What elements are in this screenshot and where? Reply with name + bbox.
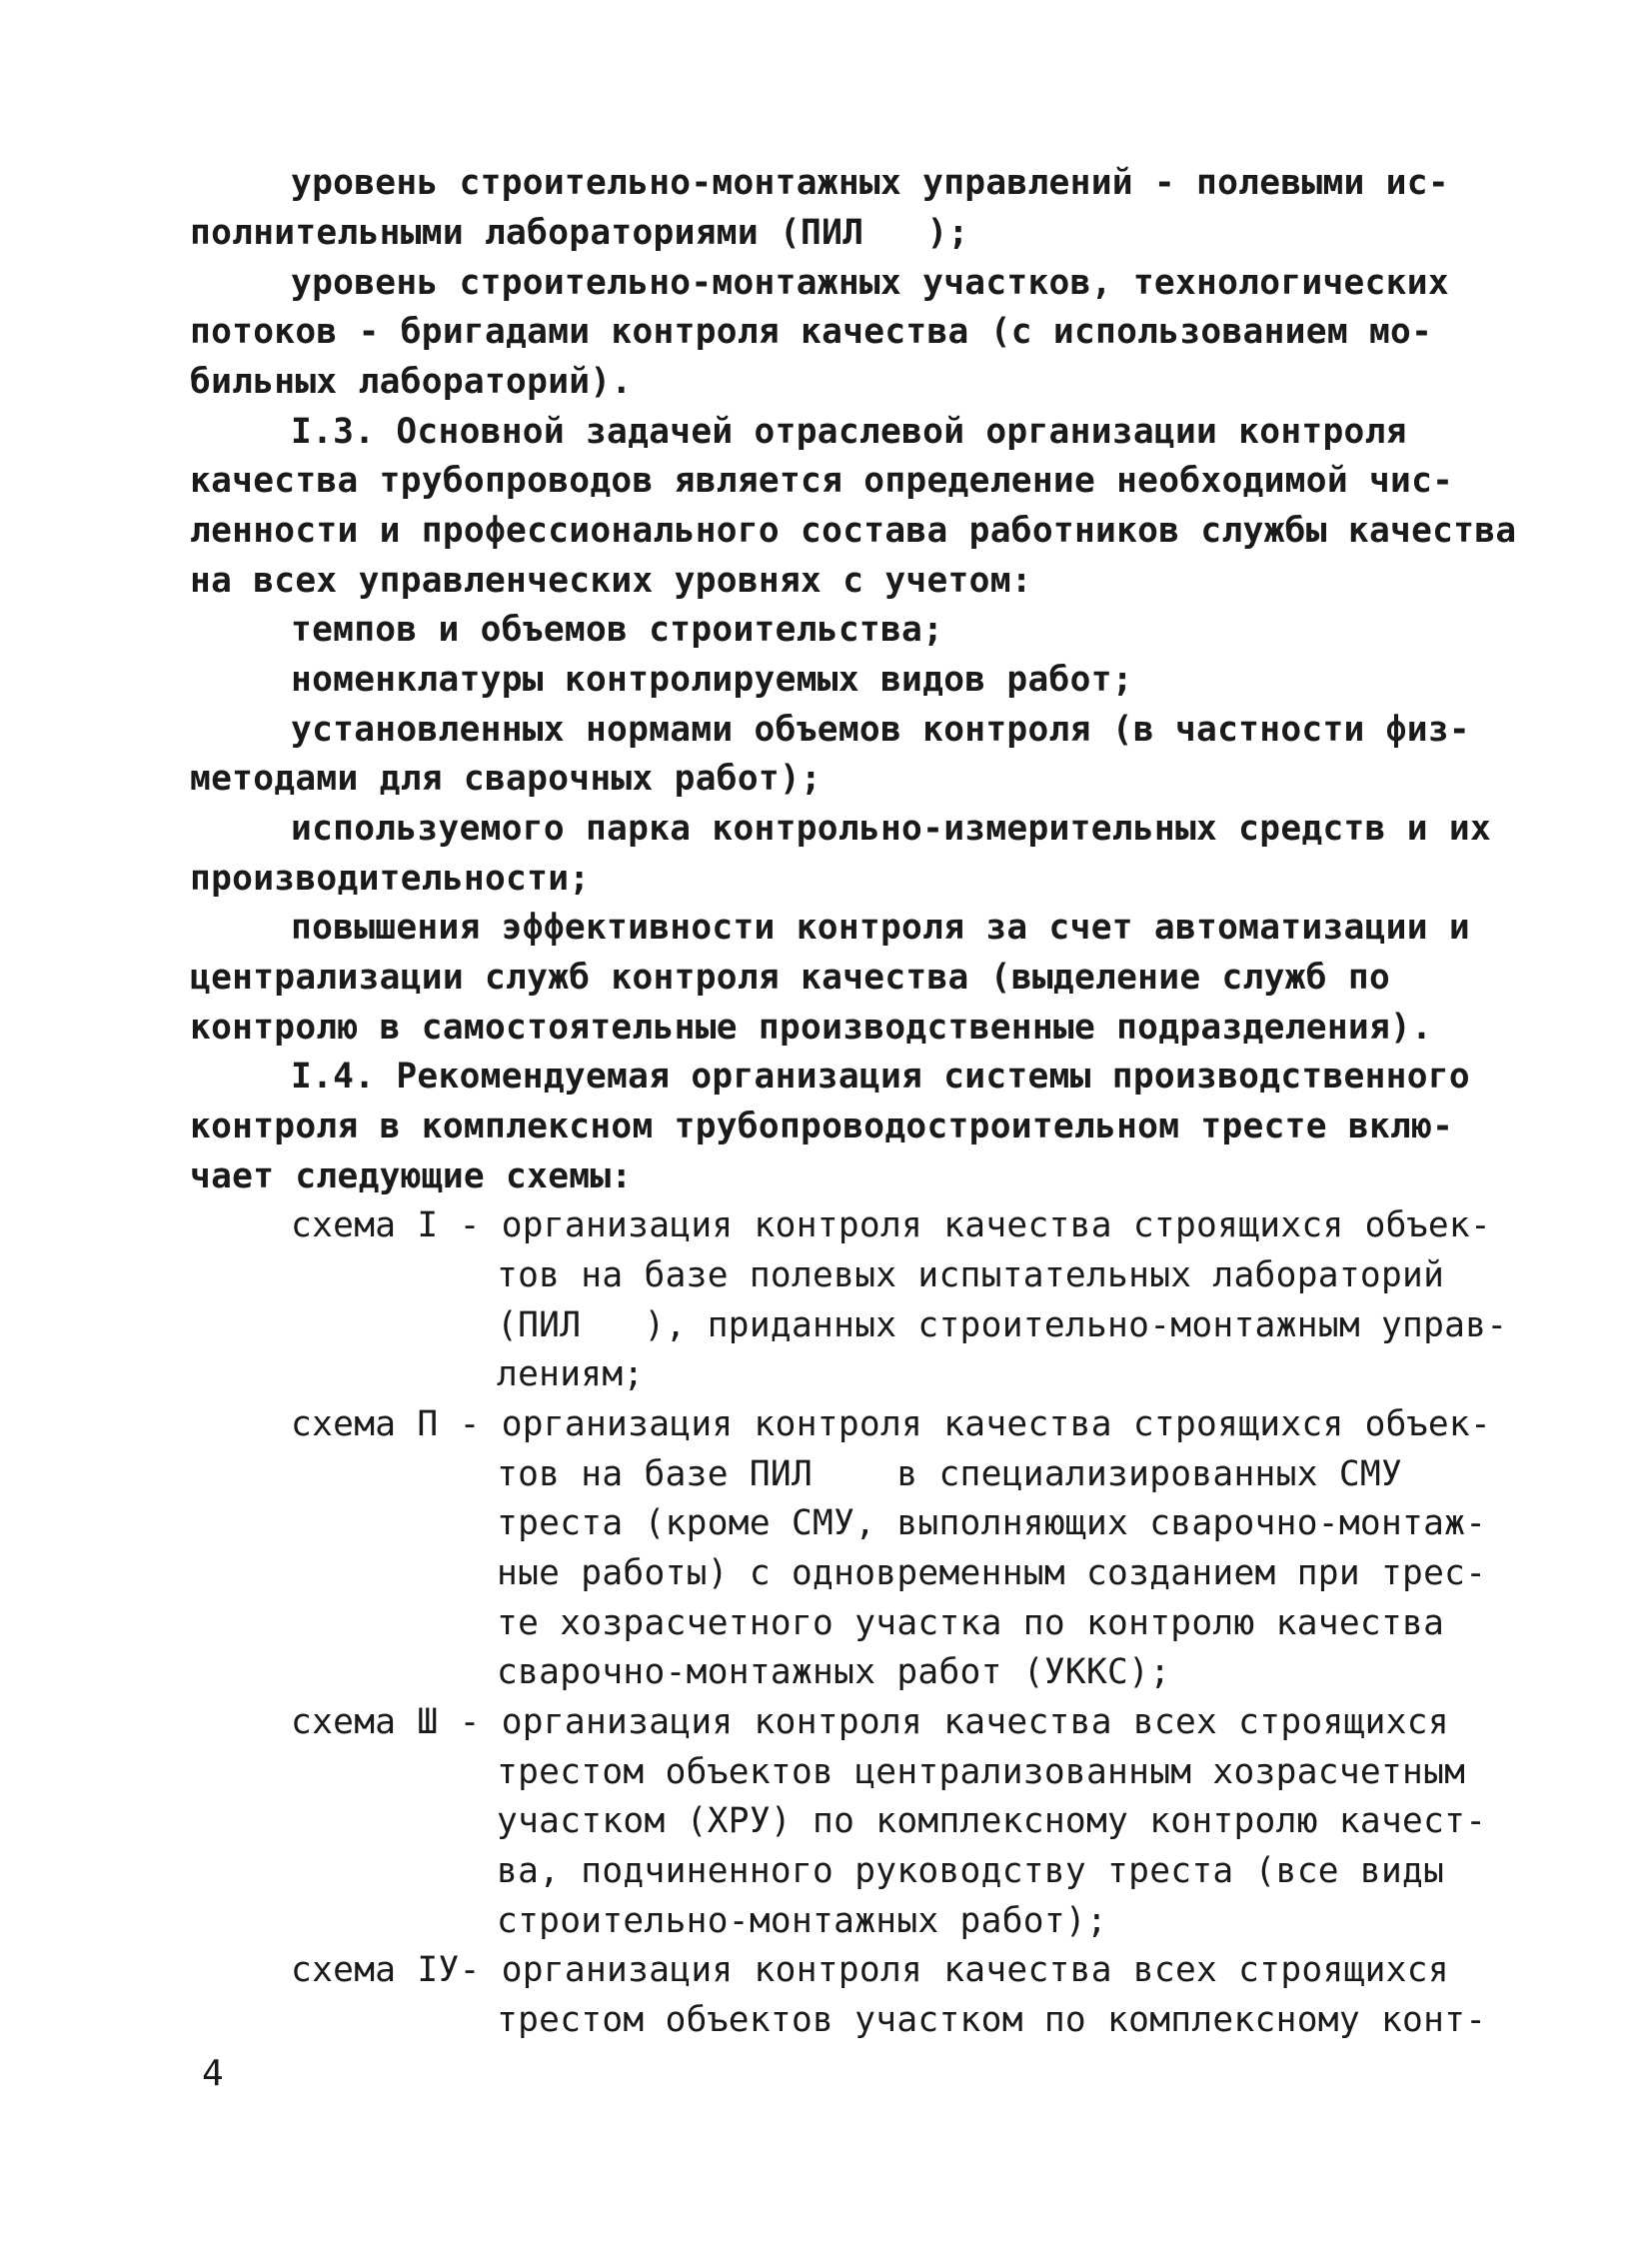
scheme-4-line: схема IУ- организация контроля качества всех строящихся <box>291 1950 1449 1990</box>
text-line: централизации служб контроля качества (выделение служб по <box>190 958 1391 998</box>
text-line: бильных лабораторий). <box>190 362 633 402</box>
text-line: контролю в самостоятельные производственные подразделения). <box>190 1008 1433 1048</box>
text-line: полнительными лабораториями (ПИЛ ); <box>190 213 969 253</box>
scheme-3-line: участком (ХРУ) по комплексному контролю качест- <box>497 1801 1487 1841</box>
text-line: на всех управленческих уровнях с учетом: <box>190 561 1032 601</box>
scheme-2-line: сварочно-монтажных работ (УККС); <box>497 1652 1171 1692</box>
text-line: повышения эффективности контроля за счет автоматизации и <box>291 908 1470 948</box>
text-line: используемого парка контрольно-измерительных средств и их <box>291 809 1492 849</box>
text-line: ленности и профессионального состава работников службы качества <box>190 511 1517 551</box>
text-line: темпов и объемов строительства; <box>291 610 944 650</box>
scheme-3-line: ва, подчиненного руководству треста (все виды <box>497 1851 1445 1891</box>
section-1-4-heading-line: I.4. Рекомендуемая организация системы производственного <box>291 1057 1470 1097</box>
section-1-3-heading-line: I.3. Основной задачей отраслевой организации контроля <box>291 412 1407 452</box>
scheme-1-line: (ПИЛ ), приданных строительно-монтажным управ- <box>497 1305 1508 1345</box>
text-line: потоков - бригадами контроля качества (с использованием мо- <box>190 312 1433 352</box>
scheme-2-line: те хозрасчетного участка по контролю качества <box>497 1603 1445 1643</box>
text-line: уровень строительно-монтажных участков, технологических <box>291 263 1449 303</box>
text-line: производительности; <box>190 859 591 899</box>
scheme-2-line: треста (кроме СМУ, выполняющих сварочно-монтаж- <box>497 1503 1487 1543</box>
scheme-3-line: строительно-монтажных работ); <box>497 1901 1108 1941</box>
text-line: контроля в комплексном трубопроводостроительном тресте вклю- <box>190 1107 1454 1146</box>
page-number: 4 <box>202 2053 224 2094</box>
scheme-2-line: схема П - организация контроля качества строящихся объек- <box>291 1404 1492 1444</box>
scheme-1-line: схема I - организация контроля качества строящихся объек- <box>291 1205 1492 1245</box>
scheme-2-line: тов на базе ПИЛ в специализированных СМУ <box>497 1454 1403 1494</box>
scheme-3-line: схема Ш - организация контроля качества всех строящихся <box>291 1702 1449 1742</box>
scheme-4-line: трестом объектов участком по комплексному конт- <box>497 2000 1487 2040</box>
scheme-3-line: трестом объектов централизованным хозрасчетным <box>497 1752 1466 1792</box>
scheme-2-line: ные работы) с одновременным созданием при трес- <box>497 1553 1487 1593</box>
scheme-1-line: тов на базе полевых испытательных лабораторий <box>497 1255 1445 1295</box>
text-line: установленных нормами объемов контроля (в частности физ- <box>291 710 1470 750</box>
text-line: номенклатуры контролируемых видов работ; <box>291 660 1133 700</box>
text-line: уровень строительно-монтажных управлений - полевыми ис- <box>291 163 1449 203</box>
scheme-1-line: лениям; <box>497 1354 645 1394</box>
text-line: качества трубопроводов является определение необходимой чис- <box>190 461 1454 501</box>
text-line: чает следующие схемы: <box>190 1156 633 1196</box>
text-line: методами для сварочных работ); <box>190 759 823 799</box>
